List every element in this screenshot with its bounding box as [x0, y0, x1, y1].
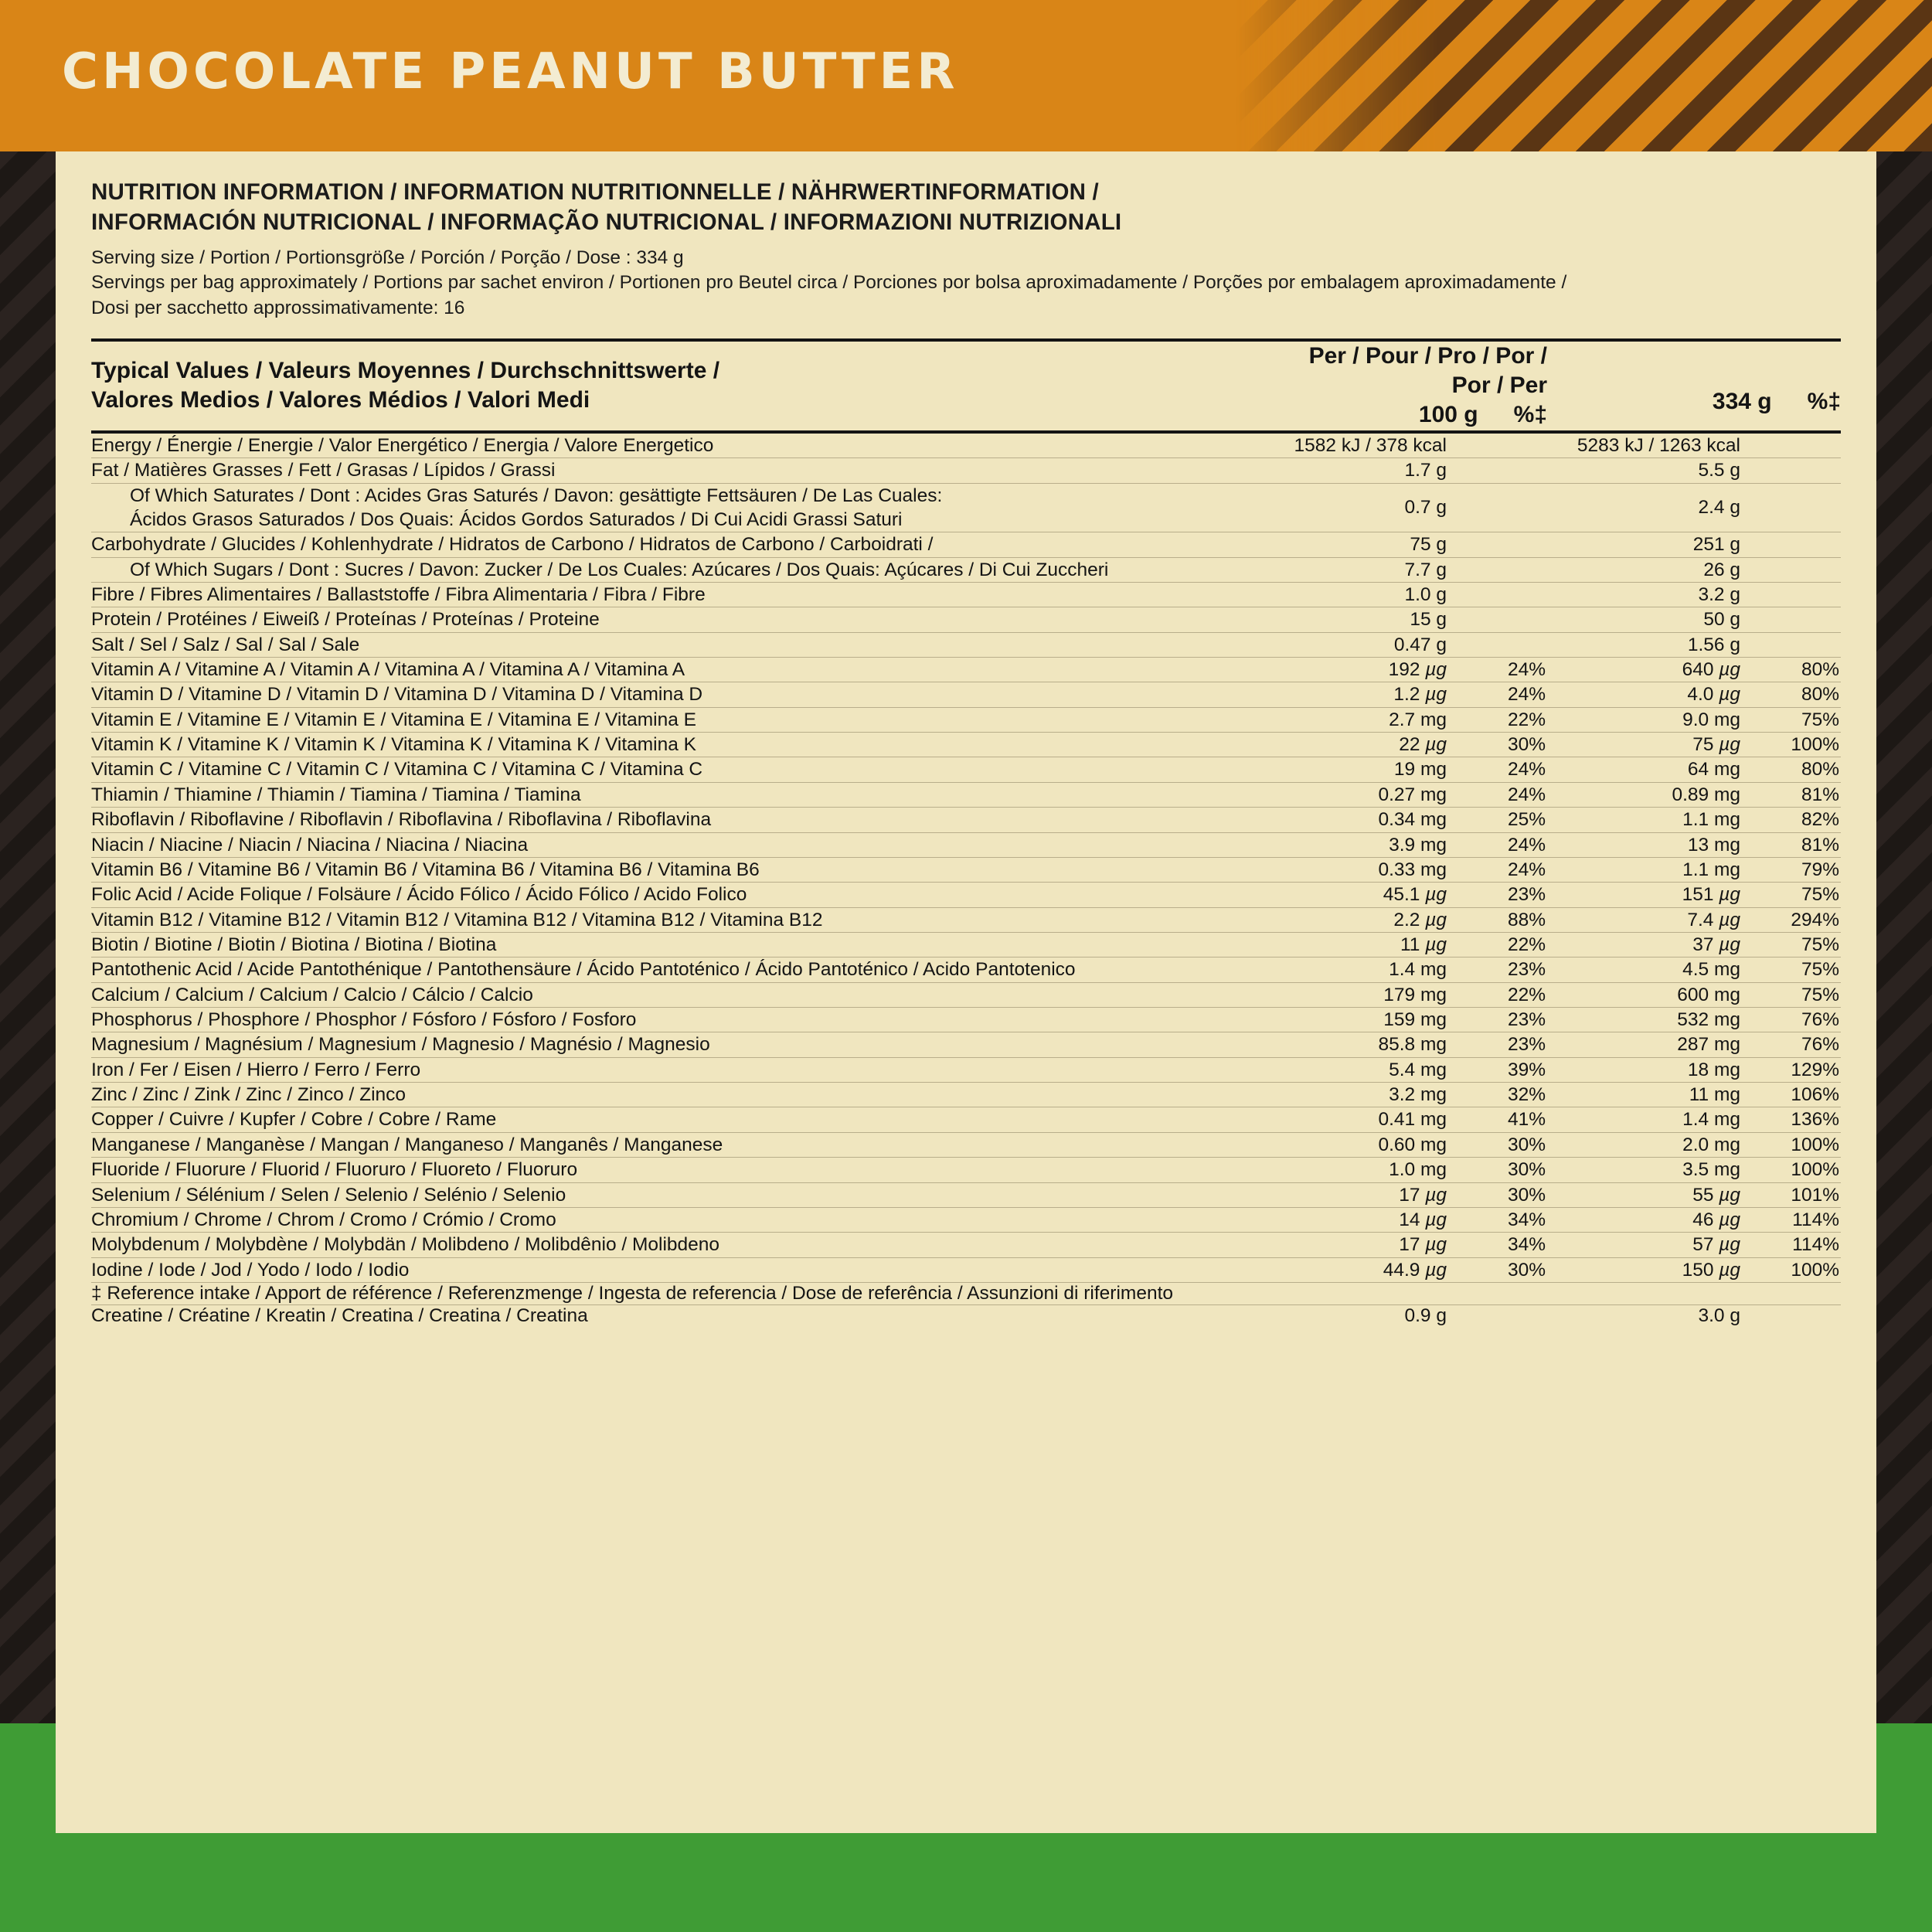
value-per-100g: 159 mg [1269, 1008, 1447, 1032]
servings-per-bag-line-1: Servings per bag approximately / Portions par sachet environ / Portionen pro Beutel circa / Porciones por bolsa aproximadamente / Porções por embalagem aproximadamente / [91, 272, 1567, 294]
percent-per-100g: 32% [1447, 1083, 1547, 1107]
nutrient-label: Zinc / Zinc / Zink / Zinc / Zinco / Zinco [91, 1083, 1269, 1107]
percent-per-100g [1447, 557, 1547, 582]
value-per-serving: 151 µg [1547, 883, 1740, 907]
nutrient-label: Fat / Matières Grasses / Fett / Grasas / Lípidos / Grassi [91, 458, 1269, 483]
nutrient-label: Pantothenic Acid / Acide Pantothénique / Pantothensäure / Ácido Pantoténico / Ácido Pantoténico / Acido Pantotenico [91, 957, 1269, 982]
creatine-label: Creatine / Créatine / Kreatin / Creatina / Creatina / Creatina [91, 1305, 588, 1326]
nutrient-label: Of Which Sugars / Dont : Sucres / Davon: Zucker / De Los Cuales: Azúcares / Dos Quais: Açúcares / Di Cui Zuccheri [91, 557, 1269, 582]
header-band [0, 0, 1932, 151]
table-row [91, 557, 1841, 582]
percent-per-serving: 82% [1740, 808, 1841, 832]
table-row [91, 1107, 1841, 1132]
value-per-100g: 14 µg [1269, 1207, 1447, 1232]
percent-per-serving: 114% [1740, 1233, 1841, 1257]
product-title: CHOCOLATE PEANUT BUTTER [62, 43, 959, 100]
nutrient-label: Vitamin A / Vitamine A / Vitamin A / Vitamina A / Vitamina A / Vitamina A [91, 658, 1269, 682]
nutrition-panel [56, 151, 1876, 1833]
value-per-100g: 5.4 mg [1269, 1057, 1447, 1082]
table-row [91, 632, 1841, 657]
heading-line-2: INFORMACIÓN NUTRICIONAL / INFORMAÇÃO NUTRICIONAL / INFORMAZIONI NUTRIZIONALI [91, 209, 1122, 235]
reference-intake-footnote-row [91, 1283, 1841, 1305]
heading-line-1: NUTRITION INFORMATION / INFORMATION NUTRITIONNELLE / NÄHRWERTINFORMATION / [91, 179, 1099, 205]
header-typical-values-line-2: Valores Medios / Valores Médios / Valori Medi [91, 387, 590, 413]
table-row [91, 957, 1841, 982]
table-row [91, 1257, 1841, 1282]
value-per-100g: 44.9 µg [1269, 1257, 1447, 1282]
value-per-100g: 1.0 mg [1269, 1158, 1447, 1182]
percent-per-100g [1447, 532, 1547, 557]
value-per-100g: 22 µg [1269, 733, 1447, 757]
value-per-serving: 4.0 µg [1547, 682, 1740, 707]
percent-per-serving [1740, 557, 1841, 582]
nutrient-label: Vitamin D / Vitamine D / Vitamin D / Vitamina D / Vitamina D / Vitamina D [91, 682, 1269, 707]
value-per-serving: 1.4 mg [1547, 1107, 1740, 1132]
percent-per-serving: 80% [1740, 658, 1841, 682]
nutrient-label: Iodine / Iode / Jod / Yodo / Iodo / Iodio [91, 1257, 1269, 1282]
value-per-100g: 0.27 mg [1269, 782, 1447, 807]
value-per-100g: 0.7 g [1269, 483, 1447, 532]
value-per-serving: 287 mg [1547, 1032, 1740, 1057]
serving-info [91, 246, 1841, 321]
percent-per-serving: 75% [1740, 883, 1841, 907]
reference-intake-footnote: ‡ Reference intake / Apport de référence / Referenzmenge / Ingesta de referencia / Dose de referência / Assunzioni di riferimento [91, 1283, 1841, 1305]
nutrient-label: Fluoride / Fluorure / Fluorid / Fluoruro / Fluoreto / Fluoruro [91, 1158, 1269, 1182]
value-per-serving: 3.2 g [1547, 582, 1740, 607]
percent-per-serving [1740, 483, 1841, 532]
percent-per-100g: 39% [1447, 1057, 1547, 1082]
percent-per-serving: 81% [1740, 832, 1841, 857]
creatine-row [91, 1305, 1841, 1328]
header-stripe-decoration [1236, 0, 1932, 151]
value-per-serving: 1.56 g [1547, 632, 1740, 657]
percent-per-serving: 80% [1740, 757, 1841, 782]
value-per-100g: 19 mg [1269, 757, 1447, 782]
nutrient-label: Vitamin B6 / Vitamine B6 / Vitamin B6 / Vitamina B6 / Vitamina B6 / Vitamina B6 [91, 857, 1269, 882]
value-per-serving: 1.1 mg [1547, 857, 1740, 882]
percent-per-100g: 23% [1447, 957, 1547, 982]
value-per-100g: 0.34 mg [1269, 808, 1447, 832]
percent-per-serving: 100% [1740, 733, 1841, 757]
value-per-serving: 251 g [1547, 532, 1740, 557]
percent-per-100g: 24% [1447, 682, 1547, 707]
value-per-serving: 600 mg [1547, 982, 1740, 1007]
nutrient-label: Manganese / Manganèse / Mangan / Manganeso / Manganês / Manganese [91, 1132, 1269, 1157]
percent-per-100g: 34% [1447, 1233, 1547, 1257]
value-per-serving: 75 µg [1547, 733, 1740, 757]
percent-per-100g [1447, 582, 1547, 607]
header-typical-values [91, 340, 1269, 432]
percent-per-100g: 23% [1447, 1008, 1547, 1032]
percent-per-100g: 30% [1447, 733, 1547, 757]
nutrient-label: Molybdenum / Molybdène / Molybdän / Molibdeno / Molibdênio / Molibdeno [91, 1233, 1269, 1257]
table-row [91, 1083, 1841, 1107]
nutrient-label: Carbohydrate / Glucides / Kohlenhydrate / Hidratos de Carbono / Hidratos de Carbono / Carboidrati / [91, 532, 1269, 557]
table-row [91, 907, 1841, 932]
value-per-100g: 2.7 mg [1269, 707, 1447, 732]
creatine-percent-per-serving [1740, 1305, 1841, 1328]
percent-per-serving: 294% [1740, 907, 1841, 932]
table-row [91, 707, 1841, 732]
value-per-serving: 1.1 mg [1547, 808, 1740, 832]
value-per-serving: 2.4 g [1547, 483, 1740, 532]
percent-per-100g: 24% [1447, 658, 1547, 682]
percent-per-100g: 34% [1447, 1207, 1547, 1232]
percent-per-serving: 129% [1740, 1057, 1841, 1082]
percent-per-serving [1740, 632, 1841, 657]
value-per-serving: 50 g [1547, 607, 1740, 632]
percent-per-serving: 106% [1740, 1083, 1841, 1107]
nutrient-label: Vitamin C / Vitamine C / Vitamin C / Vitamina C / Vitamina C / Vitamina C [91, 757, 1269, 782]
value-per-serving: 18 mg [1547, 1057, 1740, 1082]
value-per-serving: 640 µg [1547, 658, 1740, 682]
header-col-100g: 100 g [1418, 402, 1478, 428]
value-per-serving: 4.5 mg [1547, 957, 1740, 982]
percent-per-serving: 75% [1740, 957, 1841, 982]
table-row [91, 883, 1841, 907]
percent-per-serving: 75% [1740, 932, 1841, 957]
value-per-serving: 9.0 mg [1547, 707, 1740, 732]
value-per-100g: 7.7 g [1269, 557, 1447, 582]
creatine-value-per-serving: 3.0 g [1698, 1305, 1740, 1326]
nutrient-label: Copper / Cuivre / Kupfer / Cobre / Cobre / Rame [91, 1107, 1269, 1132]
percent-per-serving: 100% [1740, 1158, 1841, 1182]
nutrient-label: Energy / Énergie / Energie / Valor Energético / Energia / Valore Energetico [91, 432, 1269, 458]
value-per-serving: 13 mg [1547, 832, 1740, 857]
header-typical-values-line-1: Typical Values / Valeurs Moyennes / Durchschnittswerte / [91, 357, 720, 383]
percent-per-serving [1740, 582, 1841, 607]
value-per-100g: 0.33 mg [1269, 857, 1447, 882]
value-per-serving: 5283 kJ / 1263 kcal [1547, 432, 1740, 458]
value-per-serving: 55 µg [1547, 1182, 1740, 1207]
nutrient-label: Folic Acid / Acide Folique / Folsäure / Ácido Fólico / Ácido Fólico / Acido Folico [91, 883, 1269, 907]
percent-per-100g: 22% [1447, 932, 1547, 957]
percent-per-serving [1740, 458, 1841, 483]
nutrient-label: Iron / Fer / Eisen / Hierro / Ferro / Ferro [91, 1057, 1269, 1082]
servings-per-bag-line-2: Dosi per sacchetto approssimativamente: 16 [91, 298, 465, 319]
value-per-serving: 5.5 g [1547, 458, 1740, 483]
percent-per-serving: 100% [1740, 1257, 1841, 1282]
table-row [91, 932, 1841, 957]
table-row [91, 658, 1841, 682]
percent-per-100g [1447, 483, 1547, 532]
percent-per-serving: 100% [1740, 1132, 1841, 1157]
percent-per-serving: 114% [1740, 1207, 1841, 1232]
percent-per-100g: 30% [1447, 1182, 1547, 1207]
header-col-pct-100g: %‡ [1513, 402, 1547, 428]
table-row [91, 458, 1841, 483]
percent-per-serving [1740, 607, 1841, 632]
percent-per-serving [1740, 532, 1841, 557]
header-per-label: Per / Pour / Pro / Por / Por / Per [1308, 342, 1547, 398]
percent-per-serving [1740, 432, 1841, 458]
nutrient-label: Magnesium / Magnésium / Magnesium / Magnesio / Magnésio / Magnesio [91, 1032, 1269, 1057]
nutrition-table [91, 338, 1841, 1327]
value-per-serving: 7.4 µg [1547, 907, 1740, 932]
value-per-100g: 192 µg [1269, 658, 1447, 682]
nutrient-label: Vitamin B12 / Vitamine B12 / Vitamin B12 / Vitamina B12 / Vitamina B12 / Vitamina B12 [91, 907, 1269, 932]
percent-per-100g: 41% [1447, 1107, 1547, 1132]
table-header-row [91, 340, 1841, 432]
table-row [91, 857, 1841, 882]
percent-per-100g: 30% [1447, 1257, 1547, 1282]
percent-per-100g [1447, 432, 1547, 458]
nutrient-label: Vitamin E / Vitamine E / Vitamin E / Vitamina E / Vitamina E / Vitamina E [91, 707, 1269, 732]
value-per-100g: 75 g [1269, 532, 1447, 557]
percent-per-serving: 76% [1740, 1008, 1841, 1032]
table-row [91, 982, 1841, 1007]
percent-per-serving: 101% [1740, 1182, 1841, 1207]
value-per-serving: 3.5 mg [1547, 1158, 1740, 1182]
percent-per-100g [1447, 632, 1547, 657]
value-per-100g: 3.2 mg [1269, 1083, 1447, 1107]
value-per-100g: 179 mg [1269, 982, 1447, 1007]
table-row [91, 532, 1841, 557]
value-per-100g: 2.2 µg [1269, 907, 1447, 932]
table-row [91, 582, 1841, 607]
value-per-100g: 0.47 g [1269, 632, 1447, 657]
percent-per-100g: 22% [1447, 982, 1547, 1007]
value-per-100g: 85.8 mg [1269, 1032, 1447, 1057]
value-per-100g: 1582 kJ / 378 kcal [1269, 432, 1447, 458]
value-per-serving: 11 mg [1547, 1083, 1740, 1107]
nutrient-label: Protein / Protéines / Eiweiß / Proteínas / Proteínas / Proteine [91, 607, 1269, 632]
table-row [91, 1182, 1841, 1207]
table-row [91, 432, 1841, 458]
header-col-pct-334g: %‡ [1807, 389, 1841, 414]
header-per-100g [1269, 340, 1547, 432]
table-row [91, 832, 1841, 857]
table-row [91, 808, 1841, 832]
nutrient-label: Biotin / Biotine / Biotin / Biotina / Biotina / Biotina [91, 932, 1269, 957]
value-per-serving: 57 µg [1547, 1233, 1740, 1257]
percent-per-serving: 75% [1740, 707, 1841, 732]
percent-per-100g: 30% [1447, 1132, 1547, 1157]
value-per-serving: 46 µg [1547, 1207, 1740, 1232]
nutrient-label: Thiamin / Thiamine / Thiamin / Tiamina / Tiamina / Tiamina [91, 782, 1269, 807]
percent-per-100g: 22% [1447, 707, 1547, 732]
header-per-334g-spacer [1547, 340, 1841, 432]
value-per-serving: 532 mg [1547, 1008, 1740, 1032]
table-row [91, 782, 1841, 807]
table-row [91, 1032, 1841, 1057]
table-row [91, 1207, 1841, 1232]
percent-per-100g: 24% [1447, 832, 1547, 857]
nutrient-label: Of Which Saturates / Dont : Acides Gras Saturés / Davon: gesättigte Fettsäuren / De Las Cuales: Ácidos Grasos Saturados / Dos Quais: Ácidos Gordos Saturados / Di Cui Acidi Grassi Saturi [91, 483, 1269, 532]
value-per-100g: 0.60 mg [1269, 1132, 1447, 1157]
table-row [91, 682, 1841, 707]
nutrient-label: Phosphorus / Phosphore / Phosphor / Fósforo / Fósforo / Fosforo [91, 1008, 1269, 1032]
value-per-100g: 1.2 µg [1269, 682, 1447, 707]
value-per-100g: 0.41 mg [1269, 1107, 1447, 1132]
nutrient-label: Fibre / Fibres Alimentaires / Ballaststoffe / Fibra Alimentaria / Fibra / Fibre [91, 582, 1269, 607]
value-per-100g: 17 µg [1269, 1233, 1447, 1257]
percent-per-100g [1447, 458, 1547, 483]
percent-per-100g: 24% [1447, 857, 1547, 882]
nutrient-label: Calcium / Calcium / Calcium / Calcio / Cálcio / Calcio [91, 982, 1269, 1007]
percent-per-serving: 81% [1740, 782, 1841, 807]
value-per-serving: 0.89 mg [1547, 782, 1740, 807]
value-per-100g: 15 g [1269, 607, 1447, 632]
percent-per-serving: 79% [1740, 857, 1841, 882]
value-per-100g: 3.9 mg [1269, 832, 1447, 857]
table-row [91, 1132, 1841, 1157]
table-row [91, 1233, 1841, 1257]
table-row [91, 607, 1841, 632]
nutrient-label: Riboflavin / Riboflavine / Riboflavin / Riboflavina / Riboflavina / Riboflavina [91, 808, 1269, 832]
table-row [91, 733, 1841, 757]
nutrient-label: Chromium / Chrome / Chrom / Cromo / Crómio / Cromo [91, 1207, 1269, 1232]
percent-per-100g [1447, 607, 1547, 632]
percent-per-serving: 136% [1740, 1107, 1841, 1132]
nutrient-label: Salt / Sel / Salz / Sal / Sal / Sale [91, 632, 1269, 657]
creatine-percent-per-100g [1447, 1305, 1547, 1328]
value-per-serving: 37 µg [1547, 932, 1740, 957]
table-row [91, 1008, 1841, 1032]
percent-per-serving: 75% [1740, 982, 1841, 1007]
value-per-serving: 26 g [1547, 557, 1740, 582]
nutrient-label: Niacin / Niacine / Niacin / Niacina / Niacina / Niacina [91, 832, 1269, 857]
value-per-serving: 2.0 mg [1547, 1132, 1740, 1157]
percent-per-100g: 23% [1447, 1032, 1547, 1057]
table-row [91, 1057, 1841, 1082]
nutrient-label: Vitamin K / Vitamine K / Vitamin K / Vitamina K / Vitamina K / Vitamina K [91, 733, 1269, 757]
creatine-value-per-100g: 0.9 g [1404, 1305, 1447, 1326]
percent-per-100g: 88% [1447, 907, 1547, 932]
value-per-100g: 1.0 g [1269, 582, 1447, 607]
header-col-334g: 334 g [1712, 389, 1772, 414]
table-row [91, 757, 1841, 782]
table-row [91, 1158, 1841, 1182]
serving-size-text: Serving size / Portion / Portionsgröße / Porción / Porção / Dose : 334 g [91, 247, 684, 268]
percent-per-serving: 76% [1740, 1032, 1841, 1057]
table-row [91, 483, 1841, 532]
value-per-100g: 11 µg [1269, 932, 1447, 957]
percent-per-100g: 30% [1447, 1158, 1547, 1182]
value-per-100g: 17 µg [1269, 1182, 1447, 1207]
value-per-100g: 45.1 µg [1269, 883, 1447, 907]
value-per-serving: 64 mg [1547, 757, 1740, 782]
value-per-100g: 1.4 mg [1269, 957, 1447, 982]
percent-per-100g: 24% [1447, 757, 1547, 782]
percent-per-100g: 23% [1447, 883, 1547, 907]
nutrient-label: Selenium / Sélénium / Selen / Selenio / Selénio / Selenio [91, 1182, 1269, 1207]
percent-per-100g: 24% [1447, 782, 1547, 807]
percent-per-100g: 25% [1447, 808, 1547, 832]
value-per-100g: 1.7 g [1269, 458, 1447, 483]
percent-per-serving: 80% [1740, 682, 1841, 707]
value-per-serving: 150 µg [1547, 1257, 1740, 1282]
nutrition-information-heading [91, 178, 1841, 238]
